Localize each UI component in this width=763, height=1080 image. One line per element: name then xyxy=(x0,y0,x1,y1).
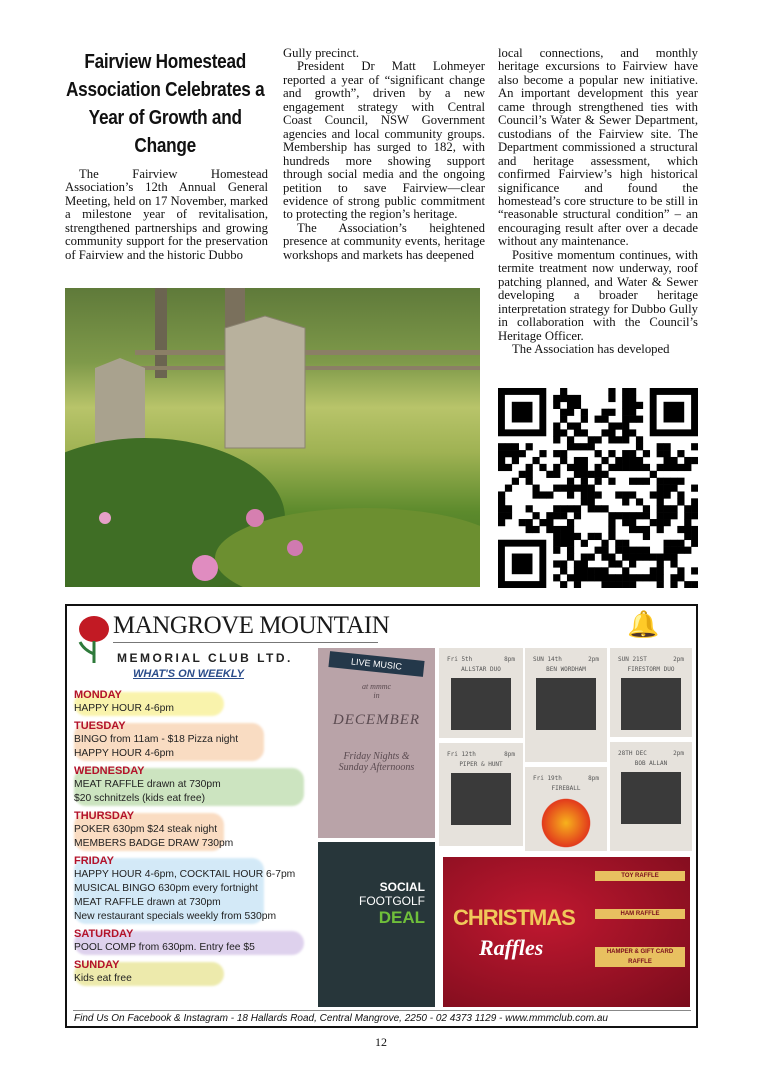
artist-photo xyxy=(536,678,596,730)
raffle-item: TOY RAFFLE xyxy=(595,871,685,881)
paragraph: Gully precinct. xyxy=(283,46,360,60)
schedule-day xyxy=(74,688,314,716)
day-name: MONDAY xyxy=(74,689,122,701)
day-event: POOL COMP from 630pm. Entry fee $5 xyxy=(74,942,255,953)
day-event: POKER 630pm $24 steak night xyxy=(74,824,218,835)
christmas-subtitle: Raffles xyxy=(479,935,544,960)
article-column-1 xyxy=(65,168,268,262)
live-music-at: at mmmc xyxy=(361,682,392,691)
whats-on-heading: WHAT'S ON WEEKLY xyxy=(133,668,244,680)
gig-panel xyxy=(610,648,692,737)
raffle-list xyxy=(595,871,685,995)
day-name: WEDNESDAY xyxy=(74,765,145,777)
gig-date: SUN 14th xyxy=(533,656,562,663)
gig-artist: FIRESTORM DUO xyxy=(627,666,675,673)
live-music-when: Friday Nights & Sunday Afternoons xyxy=(338,751,415,773)
schedule-day xyxy=(74,719,314,761)
club-brand: MANGROVE MOUNTAIN xyxy=(113,612,390,639)
day-event: HAPPY HOUR 4-6pm, COCKTAIL HOUR 6-7pm xyxy=(74,869,296,880)
artist-photo xyxy=(536,797,596,849)
artist-photo xyxy=(621,678,681,730)
christmas-bells-icon: 🔔 xyxy=(627,610,660,639)
day-event: MUSICAL BINGO 630pm every fortnight xyxy=(74,883,258,894)
live-music-panel xyxy=(318,648,435,838)
day-event: Kids eat free xyxy=(74,973,132,984)
gig-panel xyxy=(610,742,692,851)
day-name: TUESDAY xyxy=(74,720,126,732)
day-event: HAPPY HOUR 4-6pm xyxy=(74,703,174,714)
gig-date: SUN 21ST xyxy=(618,656,647,663)
live-music-month: DECEMBER xyxy=(332,712,421,728)
day-name: SUNDAY xyxy=(74,959,120,971)
gig-panel xyxy=(525,648,607,762)
raffle-item: HAMPER & GIFT CARD RAFFLE xyxy=(595,947,685,967)
paragraph: The Association has developed xyxy=(512,341,670,356)
gig-time: 8pm xyxy=(588,775,599,782)
paragraph: The Association’s heightened presence at community events, heritage workshops and markets has deepened xyxy=(283,220,485,262)
day-event: New restaurant specials weekly from 530pm xyxy=(74,911,277,922)
christmas-raffles-panel xyxy=(443,857,690,1007)
gig-panel xyxy=(525,767,607,851)
day-event: $20 schnitzels (kids eat free) xyxy=(74,793,206,804)
gig-artist: ALLSTAR DUO xyxy=(461,666,501,673)
paragraph: Positive momentum continues, with termite treatment now underway, roof patching planned, and Water & Sewer developing a broader heritage interpretation strategy for Dubbo Gully in collaboration with the Council’s Heritage Officer. xyxy=(498,247,698,343)
article-column-3 xyxy=(498,47,698,356)
gig-artist: BOB ALLAN xyxy=(634,760,668,767)
waratah-flower-icon xyxy=(77,614,111,666)
paragraph: local connections, and monthly heritage excursions to Fairview have also become a popular new initiative. An important development this year came through strengthened ties with Council’s Water & Sewer Department, custodians of the Fairview site. The Department commissioned a structural and heritage assessment, which confirmed Fairview’s high historical significance and found the homestead’s core structure to be still in “reasonable structural condition” – an encouraging result after over a decade without any maintenance. xyxy=(498,46,698,249)
club-subtitle: MEMORIAL CLUB LTD. xyxy=(117,651,293,665)
gig-time: 8pm xyxy=(504,751,515,758)
photo-illustration xyxy=(65,288,480,587)
schedule-day xyxy=(74,854,314,924)
gig-panel xyxy=(439,648,523,738)
live-music-banner: LIVE MUSIC xyxy=(328,651,424,677)
page-number: 12 xyxy=(375,1035,387,1049)
gravestones-photo xyxy=(65,288,480,587)
day-name: FRIDAY xyxy=(74,855,114,867)
footgolf-line1: SOCIAL xyxy=(379,880,425,894)
brand-divider xyxy=(113,642,378,643)
paragraph: The Fairview Homestead Association’s 12th Annual General Meeting, held on 17 November, marked a milestone year of revitalisation, strengthened partnerships and growing community support for the preservation of Fairview and the historic Dubbo xyxy=(65,167,268,262)
gig-time: 2pm xyxy=(673,656,684,663)
day-name: SATURDAY xyxy=(74,928,134,940)
gig-date: Fri 19th xyxy=(533,775,562,782)
artist-photo xyxy=(621,772,681,824)
qr-code[interactable] xyxy=(498,388,698,588)
schedule-day xyxy=(74,764,314,806)
day-event: MEAT RAFFLE drawn at 730pm xyxy=(74,897,221,908)
gig-date: Fri 12th xyxy=(447,751,476,758)
footgolf-line2: FOOTGOLF xyxy=(359,894,425,908)
club-advertisement xyxy=(65,604,698,1028)
gig-artist: BEN WORDHAM xyxy=(546,666,586,673)
gig-artist: PIPER & HUNT xyxy=(459,761,503,768)
gig-time: 2pm xyxy=(588,656,599,663)
gig-artist: FIREBALL xyxy=(551,785,581,792)
gig-time: 2pm xyxy=(673,750,684,757)
article-lead xyxy=(62,48,268,262)
gig-date: 28TH DEC xyxy=(618,750,647,757)
day-event: MEAT RAFFLE drawn at 730pm xyxy=(74,779,221,790)
qr-code-pattern xyxy=(498,388,698,588)
artist-photo xyxy=(451,773,511,825)
gig-date: Fri 5th xyxy=(447,656,473,663)
gig-panel xyxy=(439,743,523,846)
article-column-2 xyxy=(283,47,485,262)
footgolf-panel xyxy=(318,842,435,1007)
weekly-schedule xyxy=(74,688,314,989)
artist-photo xyxy=(451,678,511,730)
club-footer: Find Us On Facebook & Instagram - 18 Hallards Road, Central Mangrove, 2250 - 02 4373 1129 - www.mmmclub.com.au xyxy=(74,1013,608,1024)
christmas-title: CHRISTMAS xyxy=(453,905,575,930)
paragraph: President Dr Matt Lohmeyer reported a year of “significant change and growth”, driven by a new engagement strategy with Central Coast Council, NSW Government agencies and local community groups. Membership has surged to 182, with hundreds more showing support through social media and the ongoing petition to save Fairview—clear evidence of strong public commitment to protecting the region’s heritage. xyxy=(283,59,485,222)
day-event: MEMBERS BADGE DRAW 730pm xyxy=(74,838,234,849)
day-event: BINGO from 11am - $18 Pizza night xyxy=(74,734,239,745)
footgolf-line3: DEAL xyxy=(378,908,425,927)
day-name: THURSDAY xyxy=(74,810,135,822)
raffle-item: HAM RAFFLE xyxy=(595,909,685,919)
gig-time: 8pm xyxy=(504,656,515,663)
schedule-day xyxy=(74,927,314,955)
schedule-day xyxy=(74,958,314,986)
article-title: Fairview Homestead Association Celebrates a Year of Growth and Change xyxy=(66,51,265,157)
schedule-day xyxy=(74,809,314,851)
footer-divider xyxy=(73,1010,691,1011)
live-music-in: in xyxy=(373,691,380,700)
day-event: HAPPY HOUR 4-6pm xyxy=(74,748,174,759)
